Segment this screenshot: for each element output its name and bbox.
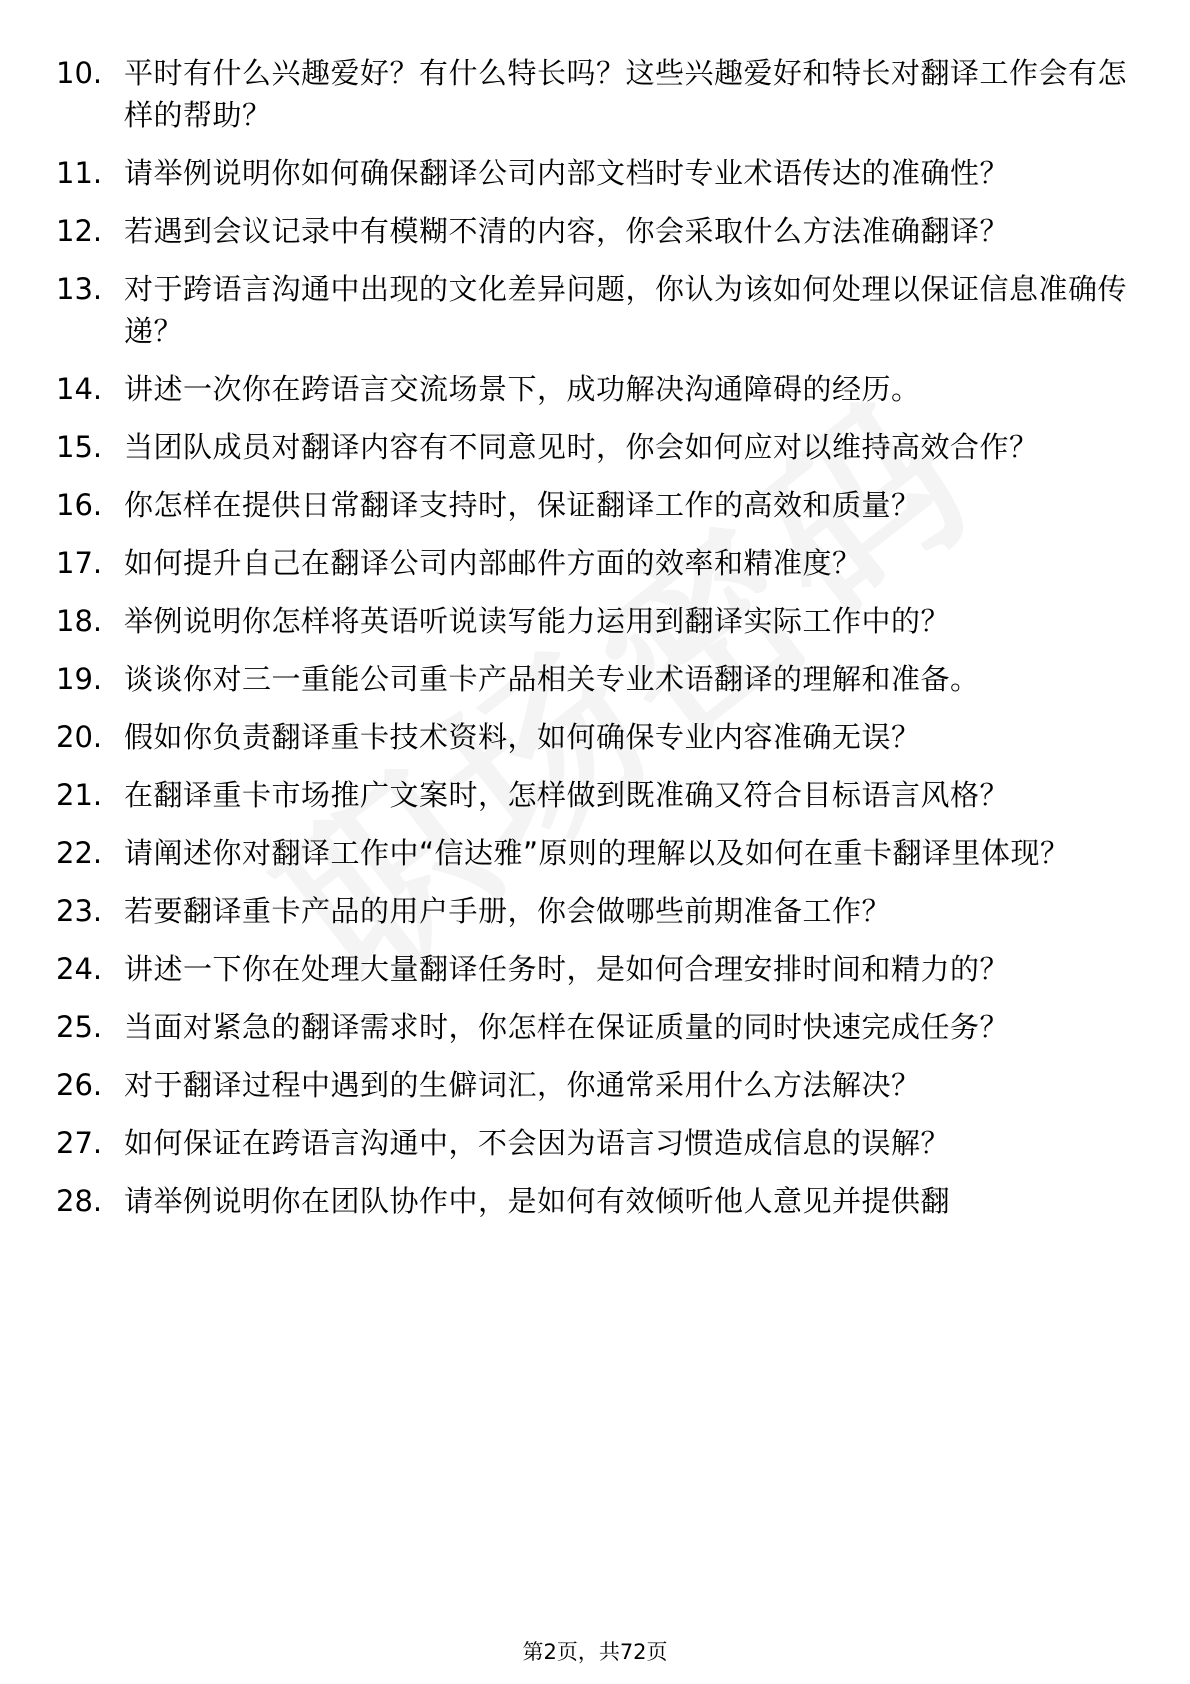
question-text: 请阐述你对翻译工作中“信达雅”原则的理解以及如何在重卡翻译里体现？ — [124, 836, 1070, 870]
question-text: 当团队成员对翻译内容有不同意见时，你会如何应对以维持高效合作？ — [124, 430, 1039, 464]
question-text: 当面对紧急的翻译需求时，你怎样在保证质量的同时快速完成任务？ — [124, 1010, 1010, 1044]
question-number: 17. — [56, 546, 103, 580]
question-number: 19. — [56, 662, 103, 696]
question-item — [56, 52, 1136, 136]
question-item — [56, 268, 1136, 352]
question-number: 25. — [56, 1010, 103, 1044]
question-item — [56, 716, 1136, 758]
question-item — [56, 542, 1136, 584]
question-list — [56, 52, 1136, 1238]
question-number: 16. — [56, 488, 103, 522]
question-number: 24. — [56, 952, 103, 986]
page-footer — [0, 1638, 1190, 1666]
question-item — [56, 1122, 1136, 1164]
question-number: 21. — [56, 778, 103, 812]
question-number: 20. — [56, 720, 103, 754]
question-item — [56, 426, 1136, 468]
question-item — [56, 774, 1136, 816]
question-text: 若遇到会议记录中有模糊不清的内容，你会采取什么方法准确翻译？ — [124, 214, 1010, 248]
question-item — [56, 1006, 1136, 1048]
question-number: 26. — [56, 1068, 103, 1102]
question-text: 讲述一下你在处理大量翻译任务时，是如何合理安排时间和精力的？ — [124, 952, 1010, 986]
question-text: 你怎样在提供日常翻译支持时，保证翻译工作的高效和质量？ — [124, 488, 921, 522]
question-number: 18. — [56, 604, 103, 638]
question-item — [56, 1180, 1136, 1222]
question-number: 10. — [56, 56, 103, 90]
question-text: 在翻译重卡市场推广文案时，怎样做到既准确又符合目标语言风格？ — [124, 778, 1010, 812]
question-number: 14. — [56, 372, 103, 406]
question-text: 请举例说明你在团队协作中，是如何有效倾听他人意见并提供翻 — [124, 1184, 951, 1218]
question-text: 举例说明你怎样将英语听说读写能力运用到翻译实际工作中的？ — [124, 604, 951, 638]
question-item — [56, 484, 1136, 526]
question-number: 22. — [56, 836, 103, 870]
page-number-label: 第2页，共72页 — [522, 1640, 668, 1664]
question-number: 27. — [56, 1126, 103, 1160]
question-item — [56, 832, 1136, 874]
question-number: 12. — [56, 214, 103, 248]
question-number: 23. — [56, 894, 103, 928]
question-text: 讲述一次你在跨语言交流场景下，成功解决沟通障碍的经历。 — [124, 372, 921, 406]
question-item — [56, 890, 1136, 932]
question-item — [56, 210, 1136, 252]
question-text: 若要翻译重卡产品的用户手册，你会做哪些前期准备工作？ — [124, 894, 892, 928]
question-item — [56, 152, 1136, 194]
question-item — [56, 948, 1136, 990]
question-text: 如何保证在跨语言沟通中，不会因为语言习惯造成信息的误解？ — [124, 1126, 951, 1160]
question-text: 假如你负责翻译重卡技术资料，如何确保专业内容准确无误？ — [124, 720, 921, 754]
question-item — [56, 368, 1136, 410]
question-number: 13. — [56, 272, 103, 306]
question-text: 对于跨语言沟通中出现的文化差异问题，你认为该如何处理以保证信息准确传递？ — [124, 272, 1128, 348]
question-number: 28. — [56, 1184, 103, 1218]
question-text: 如何提升自己在翻译公司内部邮件方面的效率和精准度？ — [124, 546, 862, 580]
question-number: 15. — [56, 430, 103, 464]
question-item — [56, 1064, 1136, 1106]
question-text: 谈谈你对三一重能公司重卡产品相关专业术语翻译的理解和准备。 — [124, 662, 980, 696]
question-text: 对于翻译过程中遇到的生僻词汇，你通常采用什么方法解决？ — [124, 1068, 921, 1102]
question-text: 平时有什么兴趣爱好？有什么特长吗？这些兴趣爱好和特长对翻译工作会有怎样的帮助？ — [124, 56, 1128, 132]
question-item — [56, 658, 1136, 700]
question-text: 请举例说明你如何确保翻译公司内部文档时专业术语传达的准确性？ — [124, 156, 1010, 190]
question-item — [56, 600, 1136, 642]
question-number: 11. — [56, 156, 103, 190]
